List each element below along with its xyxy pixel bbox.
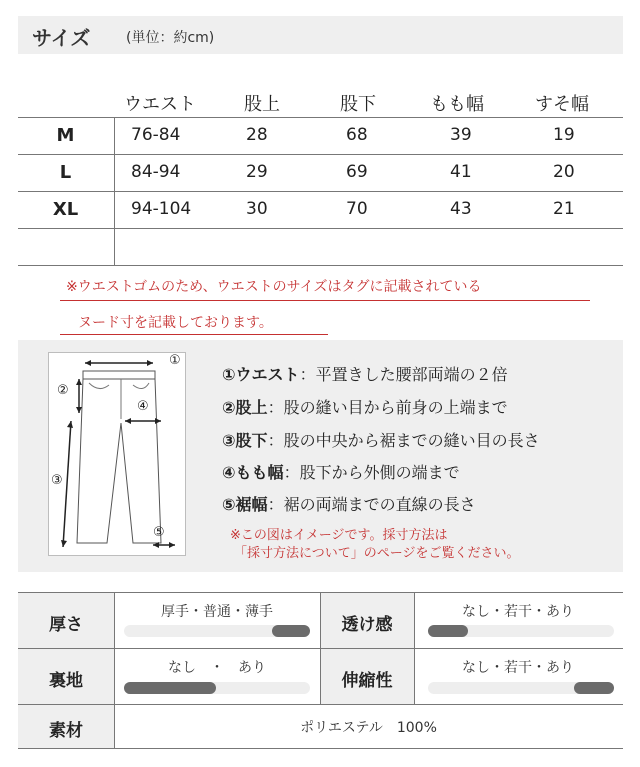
legend-name: 股下 — [235, 431, 268, 450]
spec-grid-line — [18, 748, 623, 749]
note-line-1: ※ウエストゴムのため、ウエストのサイズはタグに記載されている — [66, 279, 482, 295]
spec-stretch-track — [428, 682, 614, 694]
legend-name: ウエスト — [235, 365, 300, 384]
col-head-waist: ウエスト — [124, 94, 196, 115]
legend-desc: ：裾の両端までの直線の長さ — [267, 495, 476, 514]
legend-name: 股上 — [235, 398, 268, 417]
legend-num: ⑤ — [222, 495, 236, 514]
col-head-rise: 股上 — [244, 94, 280, 115]
guide-note-1: ※この図はイメージです。採寸方法は — [230, 528, 448, 543]
cell-waist: 84-94 — [131, 162, 181, 182]
table-row — [18, 191, 623, 229]
col-head-hem: すそ幅 — [535, 94, 589, 115]
cell-inseam: 69 — [346, 162, 368, 182]
spec-thickness-track — [124, 625, 310, 637]
spec-lining-label: 裏地 — [49, 671, 83, 691]
spec-stretch-options: なし・若干・あり — [462, 660, 574, 676]
legend-num: ② — [222, 398, 236, 417]
legend-desc: ：平置きした腰部両端の２倍 — [299, 365, 508, 384]
cell-hem: 21 — [553, 199, 575, 219]
spec-thickness-label: 厚さ — [49, 615, 83, 635]
note-line-2: ヌード寸を記載しております。 — [78, 315, 273, 331]
spec-sheer-options: なし・若干・あり — [462, 604, 574, 620]
spec-grid-line — [18, 704, 623, 705]
marker-1: ① — [169, 353, 181, 368]
spec-thickness-knob — [272, 625, 310, 637]
col-head-thigh: もも幅 — [430, 94, 484, 115]
spec-stretch-knob — [574, 682, 614, 694]
marker-2: ② — [57, 383, 69, 398]
size-label: XL — [52, 199, 79, 220]
table-row — [18, 154, 623, 192]
legend-name: 裾幅 — [235, 495, 268, 514]
legend-num: ④ — [222, 463, 236, 482]
pants-diagram — [48, 352, 186, 556]
cell-inseam: 68 — [346, 125, 368, 145]
legend-desc: ：股の縫い目から前身の上端まで — [267, 398, 508, 417]
legend-desc: ：股の中央から裾までの縫い目の長さ — [267, 431, 540, 450]
table-divider — [18, 228, 623, 229]
cell-thigh: 41 — [450, 162, 472, 182]
cell-hem: 20 — [553, 162, 575, 182]
size-label: M — [56, 125, 75, 146]
size-unit: (単位：約cm) — [126, 30, 215, 46]
legend-name: もも幅 — [235, 463, 284, 482]
note-underline — [60, 334, 328, 335]
col-head-inseam: 股下 — [340, 94, 376, 115]
legend-item — [222, 492, 476, 515]
spec-sheer-track — [428, 625, 614, 637]
guide-note-2: 「採寸方法について」のページをご覧ください。 — [234, 546, 520, 561]
spec-lining-options: なし ・ あり — [168, 660, 266, 676]
legend-item — [222, 362, 508, 385]
spec-thickness-options: 厚手・普通・薄手 — [161, 604, 273, 620]
table-divider — [18, 265, 623, 266]
marker-5: ⑤ — [153, 525, 165, 540]
cell-hem: 19 — [553, 125, 575, 145]
cell-thigh: 43 — [450, 199, 472, 219]
legend-num: ③ — [222, 431, 236, 450]
cell-waist: 76-84 — [131, 125, 181, 145]
note-underline — [60, 300, 590, 301]
table-row — [18, 117, 623, 155]
cell-waist: 94-104 — [131, 199, 192, 219]
legend-item — [222, 395, 508, 418]
cell-rise: 29 — [246, 162, 268, 182]
cell-rise: 30 — [246, 199, 268, 219]
legend-item — [222, 460, 460, 483]
legend-desc: ：股下から外側の端まで — [283, 463, 460, 482]
legend-item — [222, 428, 540, 451]
spec-grid-line — [414, 592, 415, 704]
spec-material-label: 素材 — [49, 721, 83, 741]
cell-rise: 28 — [246, 125, 268, 145]
size-title: サイズ — [32, 26, 91, 50]
cell-thigh: 39 — [450, 125, 472, 145]
marker-4: ④ — [137, 399, 149, 414]
spec-lining-track — [124, 682, 310, 694]
spec-sheer-knob — [428, 625, 468, 637]
marker-3: ③ — [51, 473, 63, 488]
spec-sheer-label: 透け感 — [341, 615, 393, 635]
spec-stretch-label: 伸縮性 — [341, 671, 393, 691]
spec-material-value: ポリエステル 100% — [300, 720, 437, 736]
spec-lining-knob — [124, 682, 216, 694]
legend-num: ① — [222, 365, 236, 384]
cell-inseam: 70 — [346, 199, 368, 219]
size-header — [18, 16, 623, 54]
size-label: L — [59, 162, 72, 183]
table-vline — [114, 117, 115, 265]
